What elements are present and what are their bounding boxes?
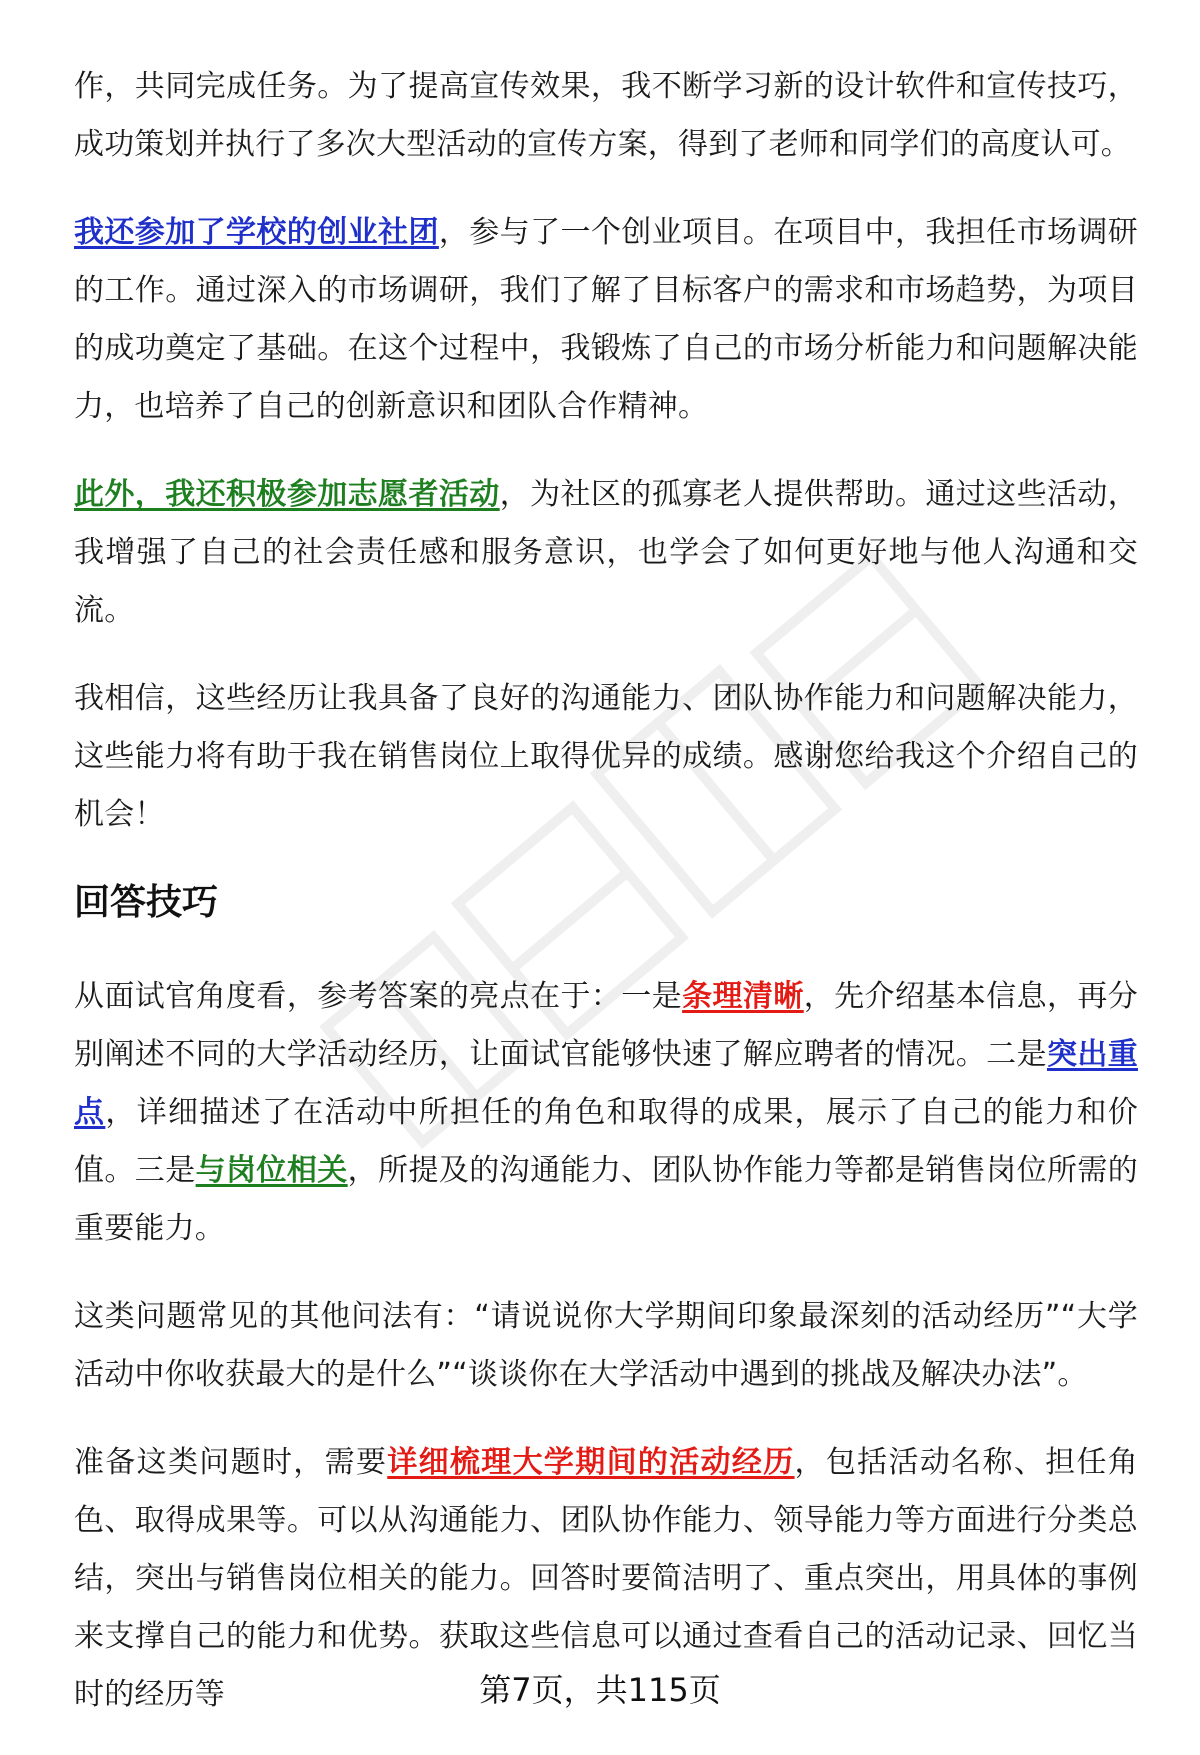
main-content bbox=[74, 58, 1138, 1754]
body-text: ，参与了一个创业项目。在项目中，我担任市场调研的工作。通过深入的市场调研，我们了解了目标客户的需求和市场趋势，为项目的成功奠定了基础。在这个过程中，我锻炼了自己的市场分析能力和问题解决能力，也培养了自己的创新意识和团队合作精神。 bbox=[74, 215, 1138, 424]
highlight-text: 此外，我还积极参加志愿者活动 bbox=[74, 477, 500, 512]
paragraph bbox=[74, 58, 1138, 174]
paragraph bbox=[74, 670, 1138, 844]
body-text: ，先介绍基本信息，再分别阐述不同的大学活动经历，让面试官能够快速了解应聘者的情况。二是 bbox=[74, 979, 1138, 1072]
paragraph bbox=[74, 968, 1138, 1258]
highlight-text: 详细梳理大学期间的活动经历 bbox=[387, 1445, 795, 1480]
body-text: ，为社区的孤寡老人提供帮助。通过这些活动，我增强了自己的社会责任感和服务意识，也学会了如何更好地与他人沟通和交流。 bbox=[74, 477, 1138, 628]
body-text: ，所提及的沟通能力、团队协作能力等都是销售岗位所需的重要能力。 bbox=[74, 1153, 1138, 1246]
tips-paragraphs bbox=[74, 968, 1138, 1724]
paragraph bbox=[74, 1288, 1138, 1404]
highlight-text: 条理清晰 bbox=[682, 979, 804, 1014]
body-text: ，包括活动名称、担任角色、取得成果等。可以从沟通能力、团队协作能力、领导能力等方面进行分类总结，突出与销售岗位相关的能力。回答时要简洁明了、重点突出，用具体的事例来支撑自己的能力和优势。获取这些信息可以通过查看自己的活动记录、回忆当时的经历等 bbox=[74, 1445, 1138, 1712]
body-text: 我相信，这些经历让我具备了良好的沟通能力、团队协作能力和问题解决能力，这些能力将有助于我在销售岗位上取得优异的成绩。感谢您给我这个介绍自己的机会！ bbox=[74, 681, 1138, 832]
paragraph bbox=[74, 466, 1138, 640]
body-text: 这类问题常见的其他问法有：“请说说你大学期间印象最深刻的活动经历”“大学活动中你收获最大的是什么”“谈谈你在大学活动中遇到的挑战及解决办法”。 bbox=[74, 1299, 1138, 1392]
highlight-text: 我还参加了学校的创业社团 bbox=[74, 215, 439, 250]
section-heading: 回答技巧 bbox=[74, 882, 219, 923]
highlight-text: 与岗位相关 bbox=[195, 1153, 348, 1188]
body-text: 从面试官角度看，参考答案的亮点在于：一是 bbox=[74, 979, 683, 1014]
highlight-text: 突出重点 bbox=[74, 1037, 1138, 1130]
body-text: 准备这类问题时，需要 bbox=[74, 1445, 388, 1480]
answer-paragraphs bbox=[74, 58, 1138, 844]
body-text: 作，共同完成任务。为了提高宣传效果，我不断学习新的设计软件和宣传技巧，成功策划并执行了多次大型活动的宣传方案，得到了老师和同学们的高度认可。 bbox=[74, 69, 1138, 162]
page-footer: 第7页，共115页 bbox=[479, 1671, 721, 1709]
body-text: ，详细描述了在活动中所担任的角色和取得的成果，展示了自己的能力和价值。三是 bbox=[74, 1095, 1138, 1188]
paragraph bbox=[74, 204, 1138, 436]
